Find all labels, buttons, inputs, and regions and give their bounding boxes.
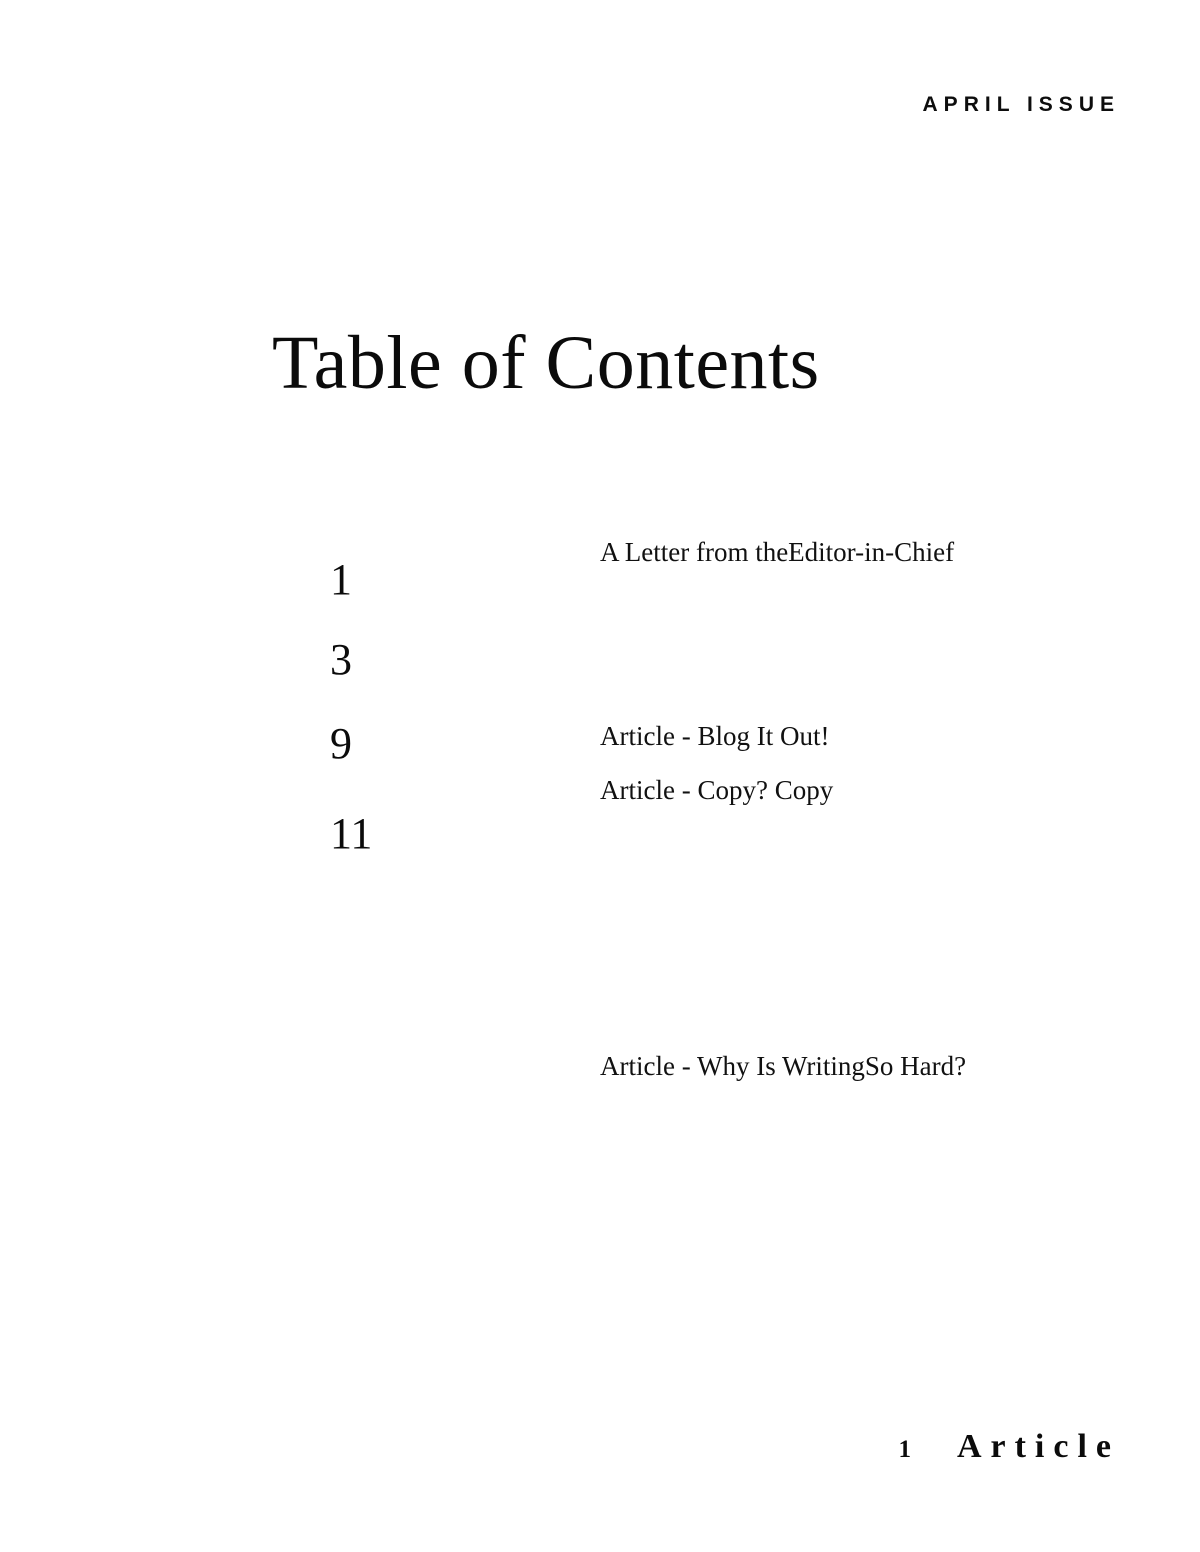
list-item[interactable] [330, 712, 1030, 802]
toc-entry-title[interactable]: Article - Copy? Copy [600, 775, 834, 805]
toc-page-number: 11 [330, 809, 373, 858]
issue-label: APRIL ISSUE [922, 93, 1120, 116]
page-title: Table of Contents [272, 321, 820, 405]
toc-entry-title[interactable]: Article - Why Is WritingSo Hard? [600, 1051, 967, 1081]
toc-entry-title[interactable]: Article - Blog It Out! [600, 721, 830, 751]
toc-page-number: 9 [330, 719, 352, 768]
list-item[interactable] [330, 536, 1030, 624]
toc-entry-title[interactable]: A Letter from theEditor-in-Chief [600, 537, 955, 567]
footer-page-number: 1 [898, 1436, 913, 1463]
toc-page-number: 3 [330, 635, 352, 684]
footer-section-label: Article [956, 1428, 1120, 1465]
table-of-contents-list [330, 536, 1030, 1081]
list-item[interactable] [330, 802, 1030, 1081]
page-footer [898, 1428, 1120, 1466]
toc-page-number: 1 [330, 555, 352, 604]
